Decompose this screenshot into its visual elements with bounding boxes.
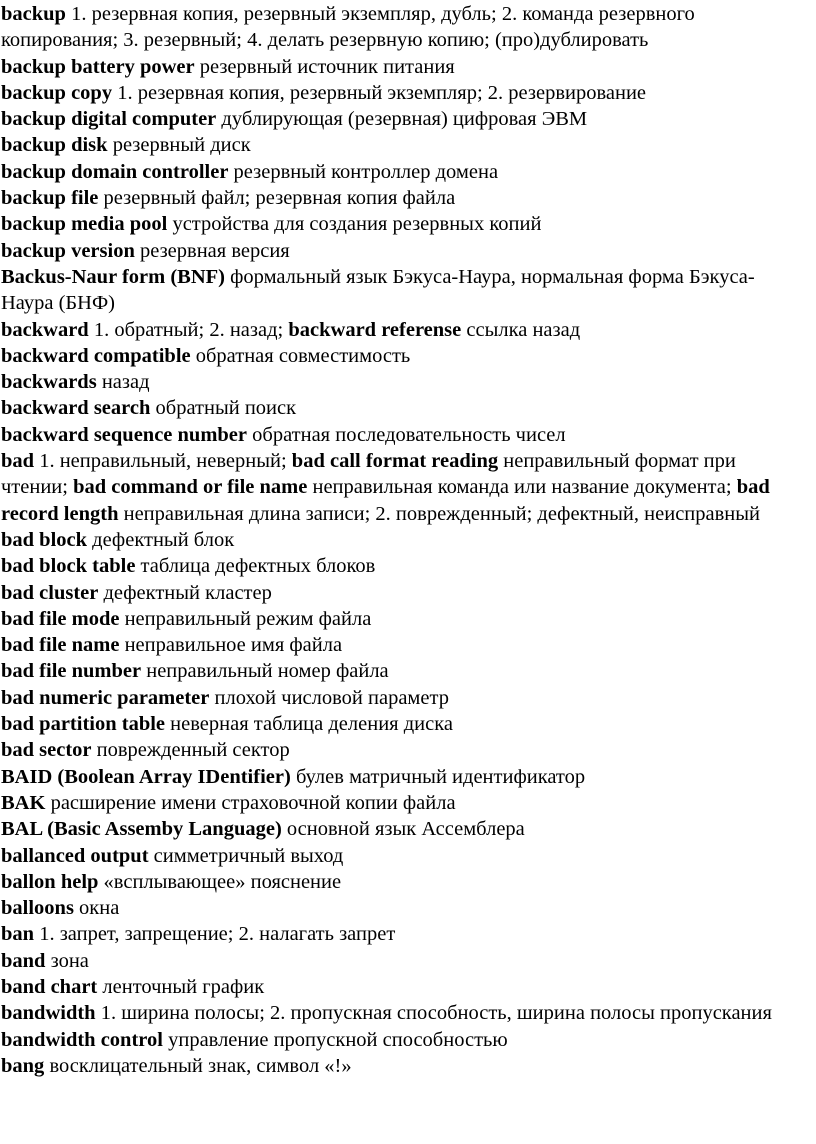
dictionary-page xyxy=(0,1,816,1144)
term: backup copy xyxy=(1,81,113,104)
definition: резервный контроллер домена xyxy=(228,160,499,183)
glossary-entry xyxy=(1,1,796,54)
glossary-entry xyxy=(1,317,796,343)
term: backup file xyxy=(1,187,99,210)
term: bad record length xyxy=(1,476,770,525)
glossary-entry xyxy=(1,685,796,711)
glossary-entry xyxy=(1,790,796,816)
term: bandwidth xyxy=(1,1002,96,1025)
term: ballanced output xyxy=(1,844,149,867)
definition: расширение имени страховочной копии файла xyxy=(45,791,456,814)
term: backup version xyxy=(1,239,135,262)
glossary-entry xyxy=(1,948,796,974)
definition: дублирующая (резервная) цифровая ЭВМ xyxy=(216,108,588,131)
glossary-entry xyxy=(1,553,796,579)
term: balloons xyxy=(1,897,74,920)
term: bad numeric parameter xyxy=(1,686,210,709)
term: backup digital computer xyxy=(1,108,217,131)
term: BAK xyxy=(1,791,46,814)
definition: 1. обратный; 2. назад; xyxy=(88,318,289,341)
glossary-entry xyxy=(1,395,796,421)
term: band chart xyxy=(1,975,98,998)
glossary-entry xyxy=(1,343,796,369)
definition: 1. неправильный, неверный; xyxy=(34,450,292,473)
term: backward referense xyxy=(288,318,462,341)
glossary-entry xyxy=(1,737,796,763)
glossary-entry xyxy=(1,132,796,158)
definition: неправильная команда или название документа; xyxy=(307,476,737,499)
glossary-entry xyxy=(1,1027,796,1053)
definition: резервный файл; резервная копия файла xyxy=(98,187,456,210)
definition: назад xyxy=(96,371,150,394)
term: backup disk xyxy=(1,134,108,157)
definition: обратный поиск xyxy=(150,397,297,420)
definition: неправильный номер файла xyxy=(141,660,389,683)
glossary-entry xyxy=(1,816,796,842)
term: backup domain controller xyxy=(1,160,229,183)
term: bad file number xyxy=(1,660,142,683)
definition: устройства для создания резервных копий xyxy=(167,213,542,236)
glossary-entry xyxy=(1,159,796,185)
glossary-entry xyxy=(1,921,796,947)
term: backward sequence number xyxy=(1,423,248,446)
definition: симметричный выход xyxy=(148,844,344,867)
definition: зона xyxy=(45,949,89,972)
glossary-entry xyxy=(1,580,796,606)
glossary-entry xyxy=(1,1053,796,1079)
glossary-entry xyxy=(1,974,796,1000)
glossary-entry xyxy=(1,238,796,264)
term: bad cluster xyxy=(1,581,99,604)
term: bad file mode xyxy=(1,607,120,630)
definition: «всплывающее» пояснение xyxy=(98,870,342,893)
glossary-entry xyxy=(1,843,796,869)
glossary-entry xyxy=(1,448,796,527)
definition: таблица дефектных блоков xyxy=(135,555,376,578)
definition: обратная совместимость xyxy=(190,344,411,367)
term: backup battery power xyxy=(1,55,195,78)
term: band xyxy=(1,949,46,972)
glossary-entry xyxy=(1,527,796,553)
glossary-entry xyxy=(1,658,796,684)
glossary-entry xyxy=(1,711,796,737)
definition: ссылка назад xyxy=(461,318,581,341)
definition: неправильная длина записи; 2. поврежденный; дефектный, неисправный xyxy=(118,502,761,525)
glossary-entries xyxy=(1,1,796,1079)
definition: резервный диск xyxy=(107,134,251,157)
definition: 1. запрет, запрещение; 2. налагать запрет xyxy=(34,923,396,946)
term: ban xyxy=(1,923,35,946)
definition: 1. ширина полосы; 2. пропускная способность, ширина полосы пропускания xyxy=(95,1002,772,1025)
definition: окна xyxy=(73,897,120,920)
definition: резервный источник питания xyxy=(194,55,455,78)
glossary-entry xyxy=(1,211,796,237)
definition: неправильный режим файла xyxy=(119,607,372,630)
definition: резервная версия xyxy=(134,239,290,262)
glossary-entry xyxy=(1,264,796,317)
glossary-entry xyxy=(1,80,796,106)
definition: формальный язык Бэкуса-Наура, нормальная форма Бэкуса-Наура (БНФ) xyxy=(1,265,755,315)
term: bad block table xyxy=(1,555,136,578)
glossary-entry xyxy=(1,106,796,132)
definition: неправильный формат при чтении; xyxy=(1,450,736,499)
term: backwards xyxy=(1,371,97,394)
glossary-entry xyxy=(1,185,796,211)
definition: ленточный график xyxy=(97,975,265,998)
definition: булев матричный идентификатор xyxy=(290,765,586,788)
glossary-entry xyxy=(1,869,796,895)
term: backup xyxy=(1,3,66,25)
term: backward compatible xyxy=(1,344,191,367)
term: bad xyxy=(1,450,35,473)
term: bad command or file name xyxy=(73,476,308,499)
definition: поврежденный сектор xyxy=(91,739,290,762)
definition: обратная последовательность чисел xyxy=(247,423,566,446)
definition: дефектный блок xyxy=(87,528,235,551)
glossary-entry xyxy=(1,1000,796,1026)
definition: плохой числовой параметр xyxy=(209,686,449,709)
term: backward xyxy=(1,318,89,341)
term: bandwidth control xyxy=(1,1028,163,1051)
term: ballon help xyxy=(1,870,99,893)
definition: восклицательный знак, символ «!» xyxy=(44,1054,352,1077)
term: BAID (Boolean Array IDentifier) xyxy=(1,765,291,788)
glossary-entry xyxy=(1,895,796,921)
term: BAL (Basic Assemby Language) xyxy=(1,818,282,841)
term: bad sector xyxy=(1,739,92,762)
term: backup media pool xyxy=(1,213,168,236)
glossary-entry xyxy=(1,54,796,80)
term: bad partition table xyxy=(1,713,166,736)
definition: управление пропускной способностью xyxy=(162,1028,508,1051)
term: bad call format reading xyxy=(291,450,499,473)
term: bad block xyxy=(1,528,88,551)
definition: основной язык Ассемблера xyxy=(281,818,525,841)
glossary-entry xyxy=(1,764,796,790)
definition: 1. резервная копия, резервный экземпляр; 2. резервирование xyxy=(112,81,647,104)
definition: 1. резервная копия, резервный экземпляр, дубль; 2. команда резервного копирования; 3. резервный; 4. делать резервную копию; (про)дублировать xyxy=(1,3,695,52)
term: bang xyxy=(1,1054,45,1077)
definition: неверная таблица деления диска xyxy=(165,713,453,736)
definition: неправильное имя файла xyxy=(119,634,343,657)
term: backward search xyxy=(1,397,151,420)
glossary-entry xyxy=(1,632,796,658)
glossary-entry xyxy=(1,369,796,395)
definition: дефектный кластер xyxy=(98,581,272,604)
glossary-entry xyxy=(1,606,796,632)
term: Backus-Naur form (BNF) xyxy=(1,265,225,288)
glossary-entry xyxy=(1,422,796,448)
term: bad file name xyxy=(1,634,120,657)
